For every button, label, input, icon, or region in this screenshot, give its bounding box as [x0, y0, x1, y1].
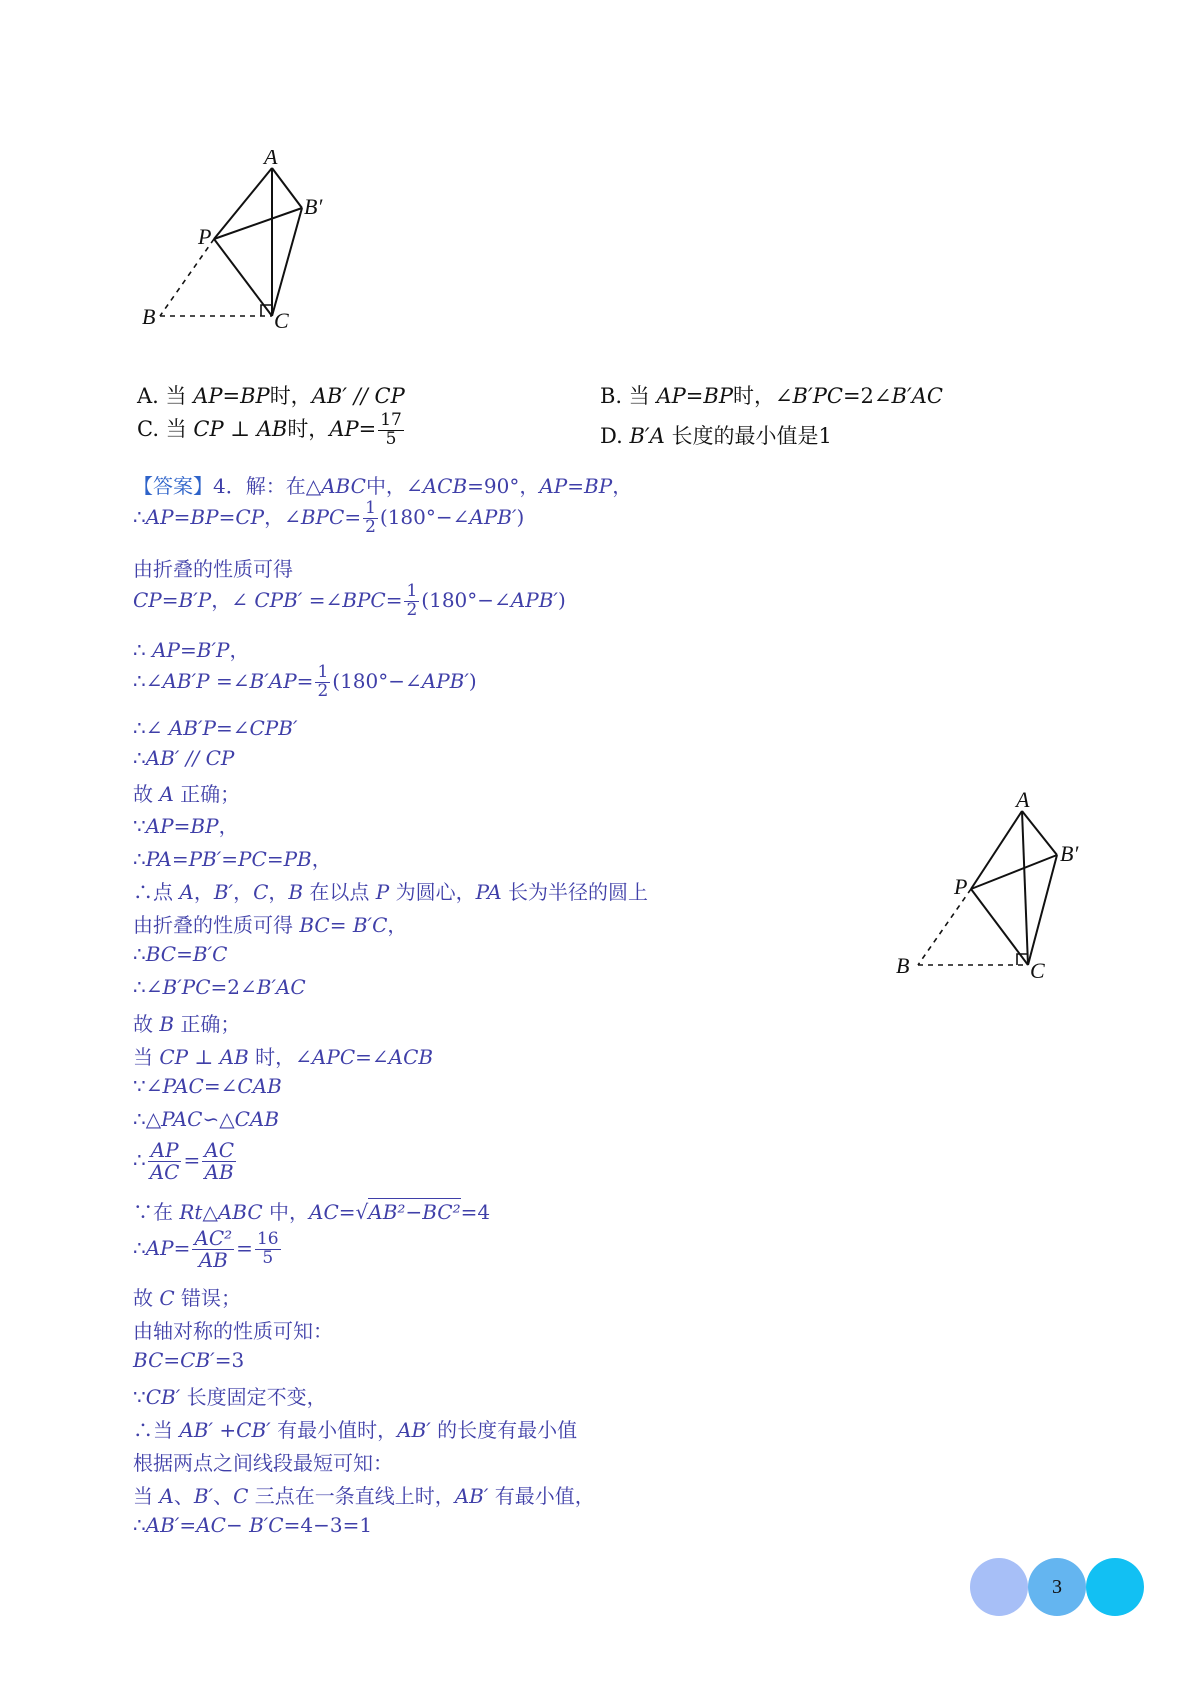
- label-B-prime: B′: [304, 194, 323, 219]
- segment-AC: [1022, 811, 1028, 965]
- segment-B-prime-C: [272, 208, 302, 316]
- solution-line-25: BC=CB′=3: [133, 1348, 245, 1372]
- solution-line-22: ∴AP= $\frac{\text{AC²}}{AB}$ = $\frac{16}{5}$: [133, 1226, 279, 1272]
- solution-line-13: 由折叠的性质可得 BC= B′C，: [133, 913, 408, 937]
- label-B: B: [896, 953, 910, 978]
- solution-line-9: 故 A 正确；: [133, 782, 241, 806]
- segment-AB-prime: [272, 168, 302, 208]
- label-B-prime: B′: [1060, 841, 1079, 866]
- solution-line-7: ∴∠ AB′P=∠CPB′: [133, 716, 298, 740]
- option-c: C. 当 CP ⊥ AB时，AP= $\frac{17}{5}$: [137, 410, 402, 449]
- dashed-PB: [918, 889, 971, 965]
- solution-line-11: ∴PA=PB′=PC=PB，: [133, 847, 332, 871]
- solution-line-12: ∴点 A，B′，C，B 在以点 P 为圆心，PA 长为半径的圆上: [133, 880, 649, 904]
- segment-PB-prime: [971, 855, 1057, 889]
- solution-line-20: ∴ $\frac{AP}{AC}$ = $\frac{AC}{AB}$: [133, 1138, 234, 1184]
- segment-AB-prime: [1022, 811, 1057, 855]
- solution-line-5: ∴ AP=B′P，: [133, 638, 250, 662]
- solution-line-16: 故 B 正确；: [133, 1012, 241, 1036]
- solution-line-15: ∴∠B′PC=2∠B′AC: [133, 975, 306, 999]
- page-bubble-right: [1086, 1558, 1144, 1616]
- solution-line-4: CP=B′P，∠ CPB′ =∠BPC= $\frac{1}{2}$ (180°−∠APB′): [133, 581, 566, 620]
- solution-line-8: ∴AB′ // CP: [133, 746, 235, 770]
- label-P: P: [198, 224, 212, 249]
- option-b: B. 当 AP=BP时，∠B′PC=2∠B′AC: [600, 384, 943, 408]
- solution-line-19: ∴△PAC∽△CAB: [133, 1107, 280, 1131]
- label-P: P: [954, 874, 968, 899]
- geometry-figure-top: [130, 150, 350, 360]
- label-B: B: [142, 304, 156, 329]
- solution-line-6: ∴∠AB′P =∠B′AP= $\frac{1}{2}$ (180°−∠APB′): [133, 662, 477, 701]
- answer-tag: 【答案】: [133, 474, 213, 498]
- solution-line-21: ∵在 Rt△ABC 中，AC=√AB²−BC²=4: [133, 1200, 491, 1224]
- solution-line-14: ∴BC=B′C: [133, 942, 228, 966]
- segment-B-prime-C: [1028, 855, 1057, 965]
- solution-line-26: ∵CB′ 长度固定不变，: [133, 1385, 327, 1409]
- page-number: 3: [1028, 1558, 1086, 1616]
- page-bubble-left: [970, 1558, 1028, 1616]
- dashed-PB: [160, 239, 214, 316]
- solution-line-30: ∴AB′=AC− B′C=4−3=1: [133, 1513, 373, 1537]
- solution-line-1: 【答案】4．解：在△ABC中，∠ACB=90°，AP=BP，: [133, 474, 633, 498]
- solution-line-17: 当 CP ⊥ AB 时，∠APC=∠ACB: [133, 1045, 434, 1069]
- solution-line-27: ∴当 AB′ +CB′ 有最小值时，AB′ 的长度有最小值: [133, 1418, 578, 1442]
- label-A: A: [264, 150, 278, 169]
- option-a: A. 当 AP=BP时，AB′ // CP: [137, 384, 405, 408]
- label-A: A: [1016, 787, 1030, 812]
- solution-line-2: ∴AP=BP=CP，∠BPC= $\frac{1}{2}$ (180°−∠APB′): [133, 498, 525, 537]
- solution-line-3: 由折叠的性质可得: [133, 557, 293, 581]
- option-d: D. B′A 长度的最小值是1: [600, 424, 832, 448]
- solution-line-18: ∵∠PAC=∠CAB: [133, 1074, 282, 1098]
- label-C: C: [274, 308, 289, 333]
- solution-line-28: 根据两点之间线段最短可知：: [133, 1451, 393, 1475]
- solution-line-24: 由轴对称的性质可知：: [133, 1319, 333, 1343]
- geometry-figure-right: [880, 785, 1100, 995]
- label-C: C: [1030, 958, 1045, 983]
- solution-line-29: 当 A、B′、C 三点在一条直线上时，AB′ 有最小值，: [133, 1484, 595, 1508]
- solution-line-23: 故 C 错误；: [133, 1286, 242, 1310]
- segment-AP: [971, 811, 1022, 889]
- solution-line-10: ∵AP=BP，: [133, 814, 239, 838]
